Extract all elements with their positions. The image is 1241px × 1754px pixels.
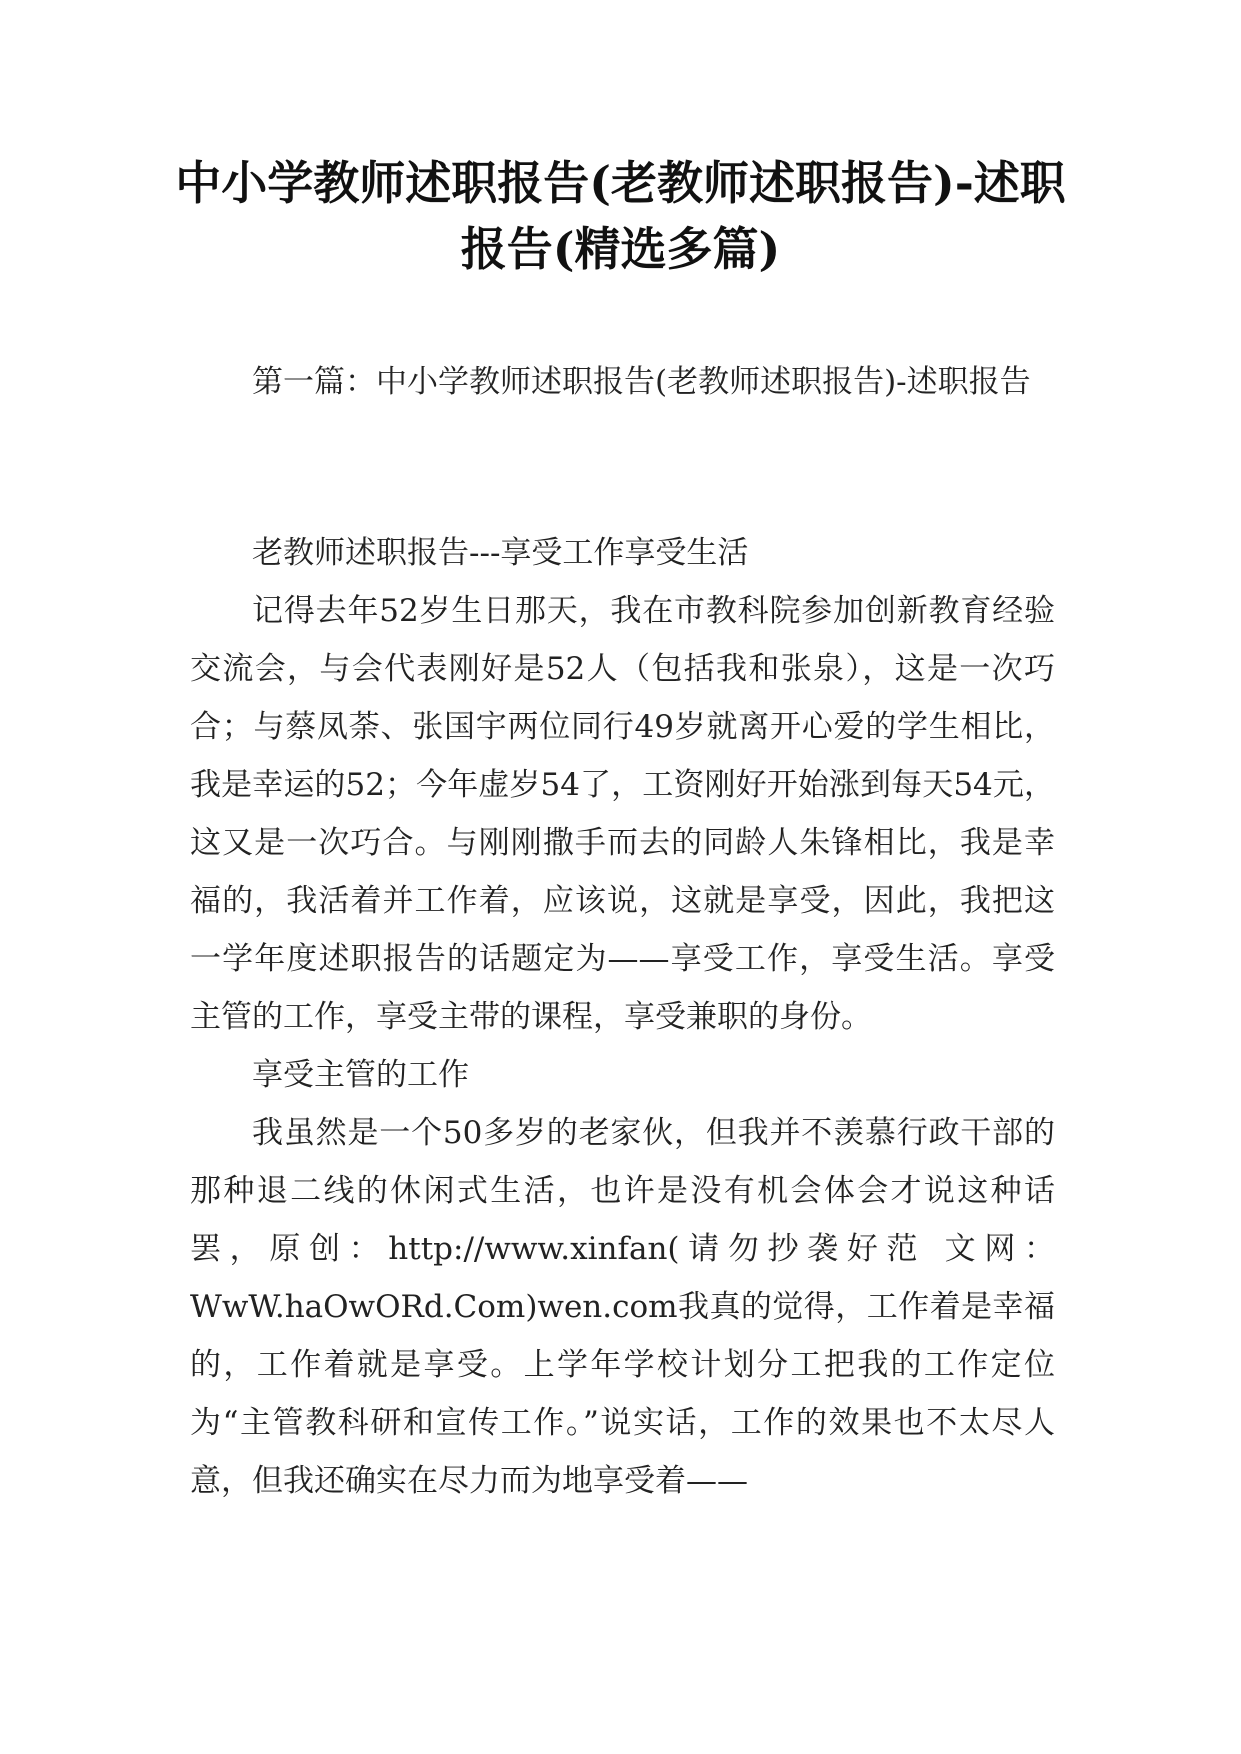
body-paragraph: 记得去年52岁生日那天，我在市教科院参加创新教育经验交流会，与会代表刚好是52人（包括我和张泉），这是一次巧合；与蔡凤荼、张国宇两位同行49岁就离开心爱的学生相比，我是幸运的52；今年虚岁54了，工资刚好开始涨到每天54元，这又是一次巧合。与刚刚撒手而去的同龄人朱锋相比，我是幸福的，我活着并工作着，应该说，这就是享受，因此，我把这一学年度述职报告的话题定为——享受工作，享受生活。享受主管的工作，享受主带的课程，享受兼职的身份。 [190, 593, 1055, 1035]
section-subtitle: 老教师述职报告---享受工作享受生活 [252, 535, 749, 571]
document-title: 中小学教师述职报告(老教师述职报告)-述职报告(精选多篇) [175, 156, 1066, 276]
body-paragraph: 我虽然是一个50多岁的老家伙，但我并不羡慕行政干部的那种退二线的休闲式生活，也许是没有机会体会才说这种话罢，原创：http://www.xinfan(请勿抄袭好范 文网：WwW.haOwORd.Com)wen.com我真的觉得，工作着是幸福的，工作着就是享受。上学年学校计划分工把我的工作定位为“主管教科研和宣传工作。”说实话，工作的效果也不太尽人意，但我还确实在尽力而为地享受着—— [190, 1115, 1055, 1499]
section-heading: 享受主管的工作 [252, 1057, 469, 1093]
document-body [190, 524, 1055, 1510]
part-heading: 第一篇：中小学教师述职报告(老教师述职报告)-述职报告 [252, 364, 1031, 400]
